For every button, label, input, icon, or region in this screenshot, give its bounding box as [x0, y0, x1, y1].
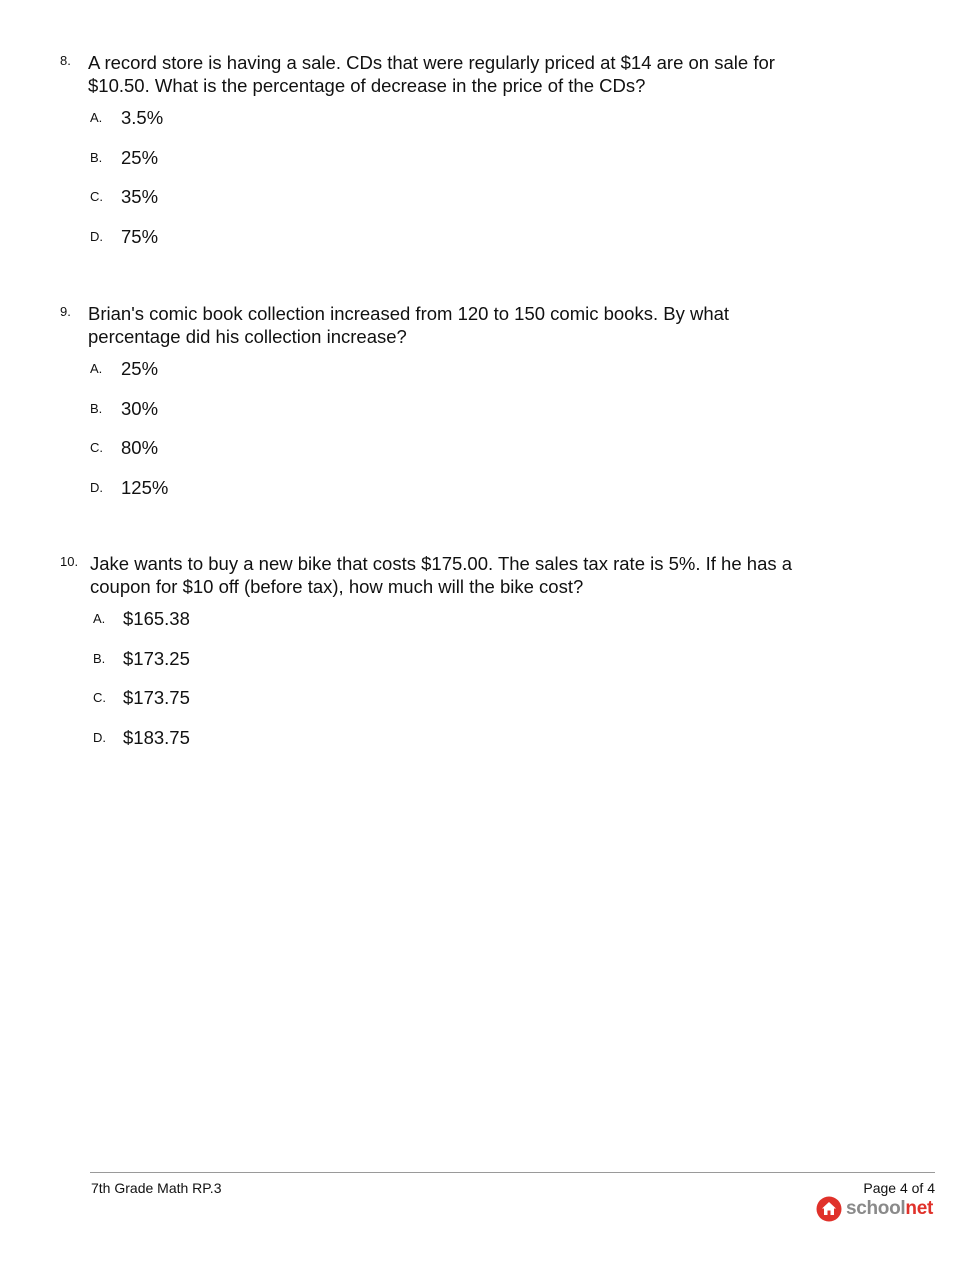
- question-10: [60, 552, 830, 766]
- footer-divider: [90, 1172, 935, 1173]
- house-icon: [816, 1196, 842, 1222]
- choice-letter: B.: [93, 650, 106, 666]
- question-text: Jake wants to buy a new bike that costs $175.00. The sales tax rate is 5%. If he has a coupon for $10 off (before tax), how much will the bike cost?: [90, 553, 793, 597]
- choice-d: [60, 477, 820, 517]
- choice-letter: C.: [93, 690, 106, 705]
- choice-d: [60, 727, 830, 767]
- choice-text: 80%: [121, 437, 159, 458]
- choice-text: 30%: [121, 397, 159, 419]
- choice-c: [60, 687, 830, 727]
- logo-text: [846, 1198, 933, 1220]
- choice-text: 25%: [121, 358, 159, 379]
- choices-list: [60, 107, 820, 265]
- choice-letter: D.: [90, 228, 103, 244]
- choice-text: 35%: [121, 186, 159, 207]
- choice-letter: B.: [90, 400, 103, 416]
- choice-b: [60, 398, 820, 438]
- choice-letter: A.: [90, 361, 103, 376]
- choices-list: [60, 358, 820, 516]
- page-number: Page 4 of 4: [863, 1180, 935, 1196]
- choice-text: 75%: [121, 225, 159, 247]
- choice-letter: C.: [90, 440, 103, 455]
- schoolnet-logo: [816, 1196, 933, 1222]
- choice-letter: B.: [90, 149, 103, 165]
- choice-text: 125%: [121, 476, 169, 498]
- choice-text: $173.25: [123, 647, 190, 669]
- choice-letter: C.: [90, 189, 103, 204]
- choice-text: 25%: [121, 146, 159, 168]
- choice-letter: A.: [90, 110, 103, 125]
- choice-letter: D.: [90, 479, 103, 495]
- question-8: [60, 51, 820, 265]
- choice-c: [60, 437, 820, 477]
- footer-title: 7th Grade Math RP.3: [91, 1180, 222, 1196]
- question-number: 8.: [60, 53, 71, 68]
- logo-text-net: net: [905, 1198, 933, 1219]
- choice-d: [60, 226, 820, 266]
- question-text: A record store is having a sale. CDs that were regularly priced at $14 are on sale for $10.50. What is the percentage of decrease in the price of the CDs?: [88, 52, 775, 96]
- choices-list: [60, 608, 830, 766]
- choice-b: [60, 648, 830, 688]
- choice-a: [60, 608, 830, 648]
- choice-a: [60, 358, 820, 398]
- choice-c: [60, 186, 820, 226]
- question-9: [60, 302, 820, 516]
- question-number: 9.: [60, 304, 71, 319]
- question-number: 10.: [60, 554, 79, 569]
- question-text: Brian's comic book collection increased from 120 to 150 comic books. By what percentage did his collection increase?: [88, 303, 730, 347]
- choice-letter: D.: [93, 729, 106, 745]
- choice-letter: A.: [93, 611, 106, 626]
- choice-text: $183.75: [123, 726, 190, 748]
- choice-a: [60, 107, 820, 147]
- choice-b: [60, 147, 820, 187]
- logo-text-school: school: [845, 1198, 906, 1219]
- choice-text: $165.38: [123, 608, 190, 629]
- choice-text: $173.75: [123, 687, 190, 708]
- choice-text: 3.5%: [121, 107, 164, 128]
